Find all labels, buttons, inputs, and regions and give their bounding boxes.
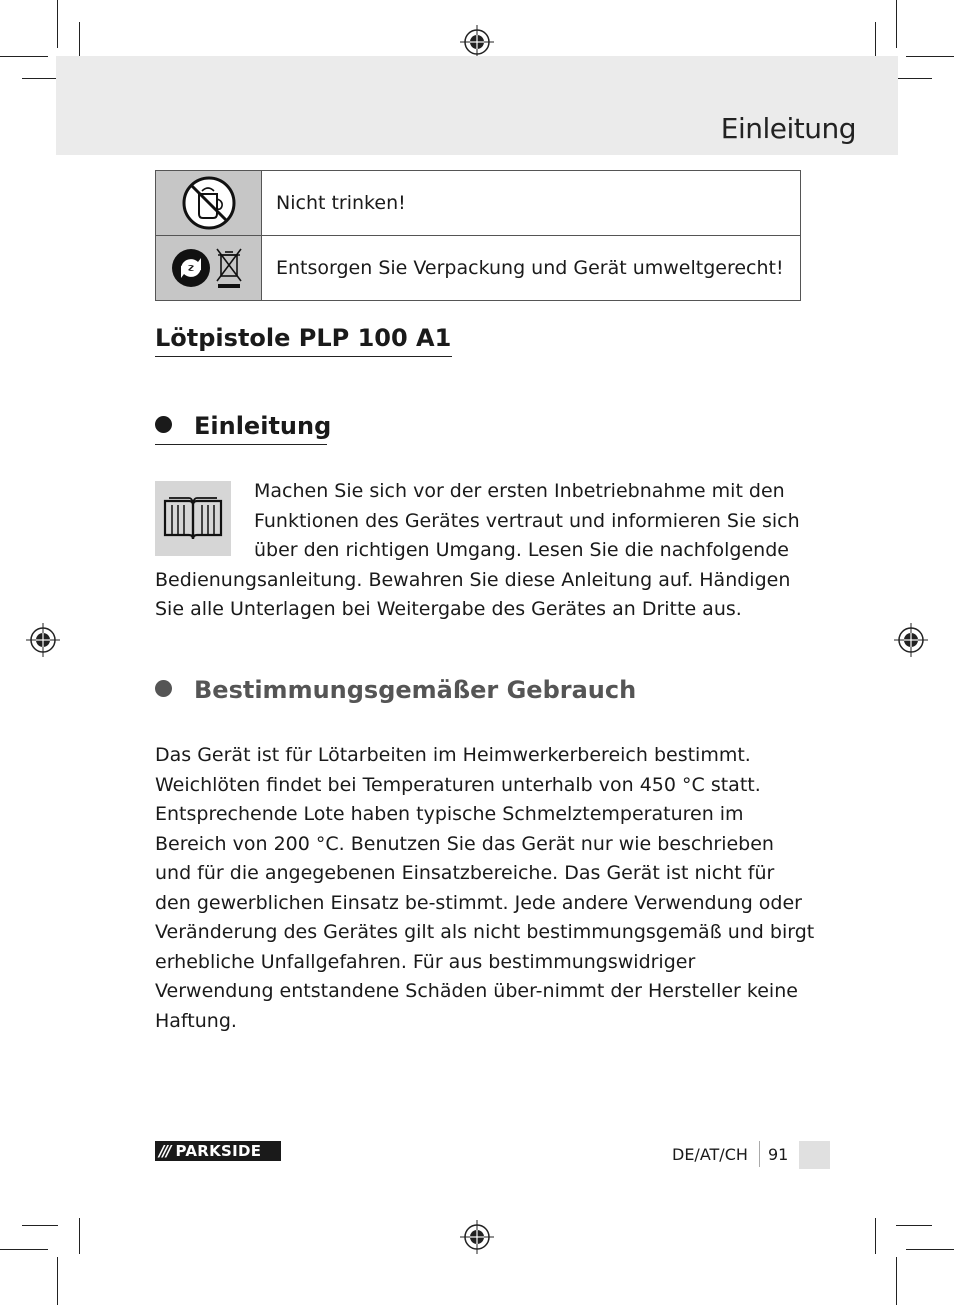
intro-body: Machen Sie sich vor der ersten Inbetriebnahme mit den Funktionen des Gerätes vertraut und informieren Sie sich über den richtigen Umgang. Lesen Sie die nachfolgende Bedienungsanleitung. Bewahren Sie diese Anleitung auf. Händigen Sie alle Unterlagen bei Weitergabe des Gerätes an Dritte aus. xyxy=(155,480,800,620)
manual-book-icon-box xyxy=(155,481,231,556)
crop-mark xyxy=(875,1218,876,1254)
symbol-description: Entsorgen Sie Verpackung und Gerät umweltgerecht! xyxy=(262,236,801,301)
symbol-table xyxy=(155,170,801,301)
registration-mark-icon xyxy=(26,623,60,657)
registration-mark-icon xyxy=(460,1220,494,1254)
crop-mark xyxy=(79,1218,80,1254)
section-heading-intro xyxy=(155,412,332,445)
symbol-description: Nicht trinken! xyxy=(262,171,801,236)
crop-mark xyxy=(896,1225,932,1226)
brand-slashes: /// xyxy=(159,1142,170,1160)
product-heading: Lötpistole PLP 100 A1 xyxy=(155,324,452,357)
brand-name: PARKSIDE xyxy=(175,1142,262,1160)
table-row xyxy=(156,171,801,236)
page-number: 91 xyxy=(768,1145,789,1164)
section-heading-text: Einleitung xyxy=(194,412,332,440)
intended-use-paragraph: Das Gerät ist für Lötarbeiten im Heimwerkerbereich bestimmt. Weichlöten findet bei Temperaturen unterhalb von 450 °C statt. Entsprechende Lote haben typische Schmelztemperaturen im Bereich von 200 °C. Benutzen Sie das Gerät nur wie beschrieben und für die angegebenen Einsatzbereiche. Das Gerät ist nicht für den gewerblichen Einsatz be-stimmt. Jede andere Verwendung oder Veränderung des Gerätes gilt als nicht bestimmungsgemäß und birgt erhebliche Unfallgefahren. Für aus bestimmungswidriger Verwendung entstandene Schäden über-nimmt der Hersteller keine Haftung. xyxy=(155,744,815,1032)
crop-mark xyxy=(0,1249,48,1250)
crop-mark xyxy=(57,0,58,48)
icon-cell xyxy=(156,236,262,301)
page-title: Einleitung xyxy=(720,112,856,145)
manual-book-icon xyxy=(155,481,231,556)
intro-paragraph xyxy=(155,477,815,625)
crop-mark xyxy=(22,1225,58,1226)
table-row xyxy=(156,236,801,301)
footer-divider xyxy=(759,1141,760,1167)
crop-mark xyxy=(906,56,954,57)
crop-mark xyxy=(875,22,876,58)
section-heading-text: Bestimmungsgemäßer Gebrauch xyxy=(194,676,637,704)
registration-mark-icon xyxy=(460,25,494,59)
crop-mark xyxy=(896,1257,897,1305)
crop-mark xyxy=(57,1257,58,1305)
brand-logo xyxy=(155,1141,281,1161)
bullet-icon xyxy=(155,416,172,433)
crop-mark xyxy=(896,0,897,48)
icon-cell xyxy=(156,171,262,236)
crop-mark xyxy=(906,1249,954,1250)
crop-mark xyxy=(22,78,58,79)
recycle-disposal-icon xyxy=(171,243,247,293)
crop-mark xyxy=(896,78,932,79)
registration-mark-icon xyxy=(894,623,928,657)
crop-mark xyxy=(79,22,80,58)
crop-mark xyxy=(0,56,48,57)
footer-language: DE/AT/CH xyxy=(672,1145,748,1164)
bullet-icon xyxy=(155,680,172,697)
no-drinking-icon xyxy=(181,175,237,231)
section-heading-intended-use xyxy=(155,676,636,708)
footer-box xyxy=(799,1141,830,1169)
